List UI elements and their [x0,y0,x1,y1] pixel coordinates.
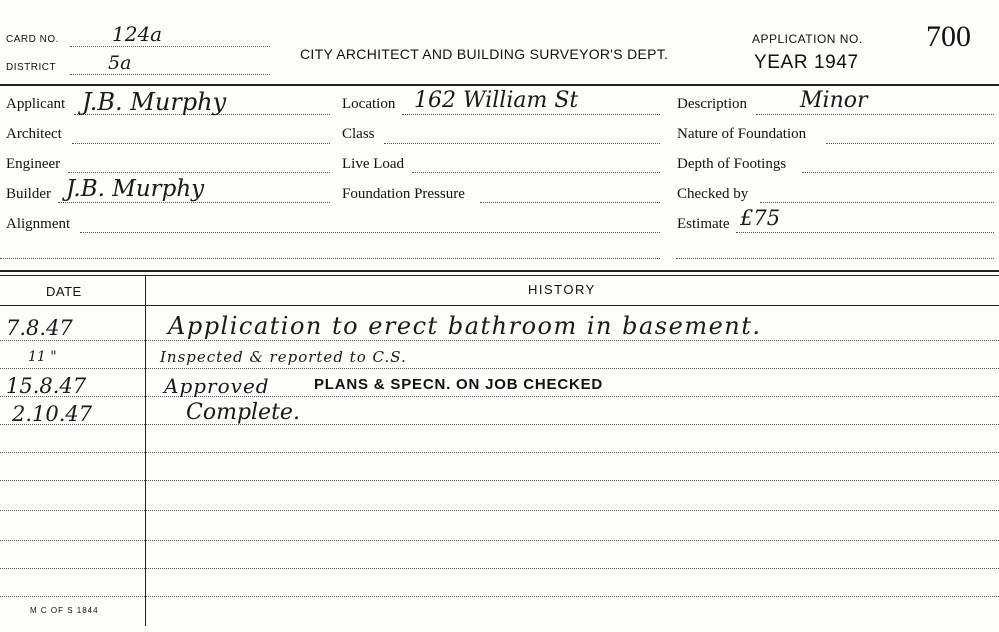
district-line [70,74,270,75]
table-header-rule [0,305,999,306]
estimate-line [736,232,994,233]
foundation-pressure-label: Foundation Pressure [342,186,465,202]
builder-value: J.B. Murphy [66,176,205,202]
checked-by-line [760,202,994,203]
history-row-3-entry: Approved [164,374,270,398]
history-row-1-entry: Application to erect bathroom in basement. [168,312,762,340]
applicant-label: Applicant [6,96,66,112]
applicant-value: J.B. Murphy [82,88,227,116]
row-line [0,340,999,341]
row-line [0,480,999,481]
history-row-1-date: 7.8.47 [6,316,73,340]
foundation-pressure-line [480,202,660,203]
row-line [0,510,999,511]
description-label: Description [677,96,747,112]
builder-label: Builder [6,186,51,202]
approval-stamp: PLANS & SPECN. ON JOB CHECKED [314,376,604,393]
table-top-rule [0,270,999,272]
spare-line-left [0,258,660,259]
year-label: YEAR 1947 [754,52,859,73]
description-line [756,114,994,115]
engineer-label: Engineer [6,156,61,172]
row-line [0,452,999,453]
class-line [384,143,660,144]
row-line [0,396,999,397]
location-line [402,114,660,115]
history-row-4-date: 2.10.47 [12,402,93,426]
history-row-4-entry: Complete. [186,400,300,425]
nature-of-foundation-label: Nature of Foundation [677,126,807,142]
depth-of-footings-line [802,172,994,173]
history-row-2-date: 11 " [28,349,57,365]
depth-of-footings-label: Depth of Footings [677,156,787,172]
history-column-header: HISTORY [528,282,596,297]
row-line [0,596,999,597]
card-no-line [70,46,270,47]
architect-line [72,143,330,144]
header-divider [0,84,999,86]
architect-label: Architect [6,126,62,142]
location-label: Location [342,96,396,112]
alignment-line [80,232,660,233]
spare-line-right [676,258,994,259]
date-column-header: DATE [46,284,82,299]
row-line [0,424,999,425]
engineer-line [68,172,330,173]
builder-line [58,202,330,203]
card-no-value: 124a [112,22,163,46]
alignment-label: Alignment [6,216,71,232]
description-value: Minor [800,88,868,113]
estimate-label: Estimate [677,216,730,232]
department-title: CITY ARCHITECT AND BUILDING SURVEYOR'S DEPT. [300,46,669,62]
class-label: Class [342,126,375,142]
live-load-line [412,172,660,173]
location-value: 162 William St [414,88,579,113]
table-top-rule-inner [0,275,999,276]
checked-by-label: Checked by [677,186,749,202]
district-value: 5a [108,52,132,74]
row-line [0,540,999,541]
nature-of-foundation-line [826,143,994,144]
application-no-label: APPLICATION NO. [752,32,863,46]
row-line [0,368,999,369]
estimate-value: £75 [740,206,781,230]
row-line [0,568,999,569]
form-code: M C OF S 1844 [30,606,99,615]
live-load-label: Live Load [342,156,405,172]
card-no-label: CARD NO. [6,34,59,45]
history-row-2-entry: Inspected & reported to C.S. [160,348,407,366]
history-row-3-date: 15.8.47 [6,374,87,398]
district-label: DISTRICT [6,62,57,73]
application-number: 700 [926,20,971,53]
date-column-divider [145,276,146,626]
